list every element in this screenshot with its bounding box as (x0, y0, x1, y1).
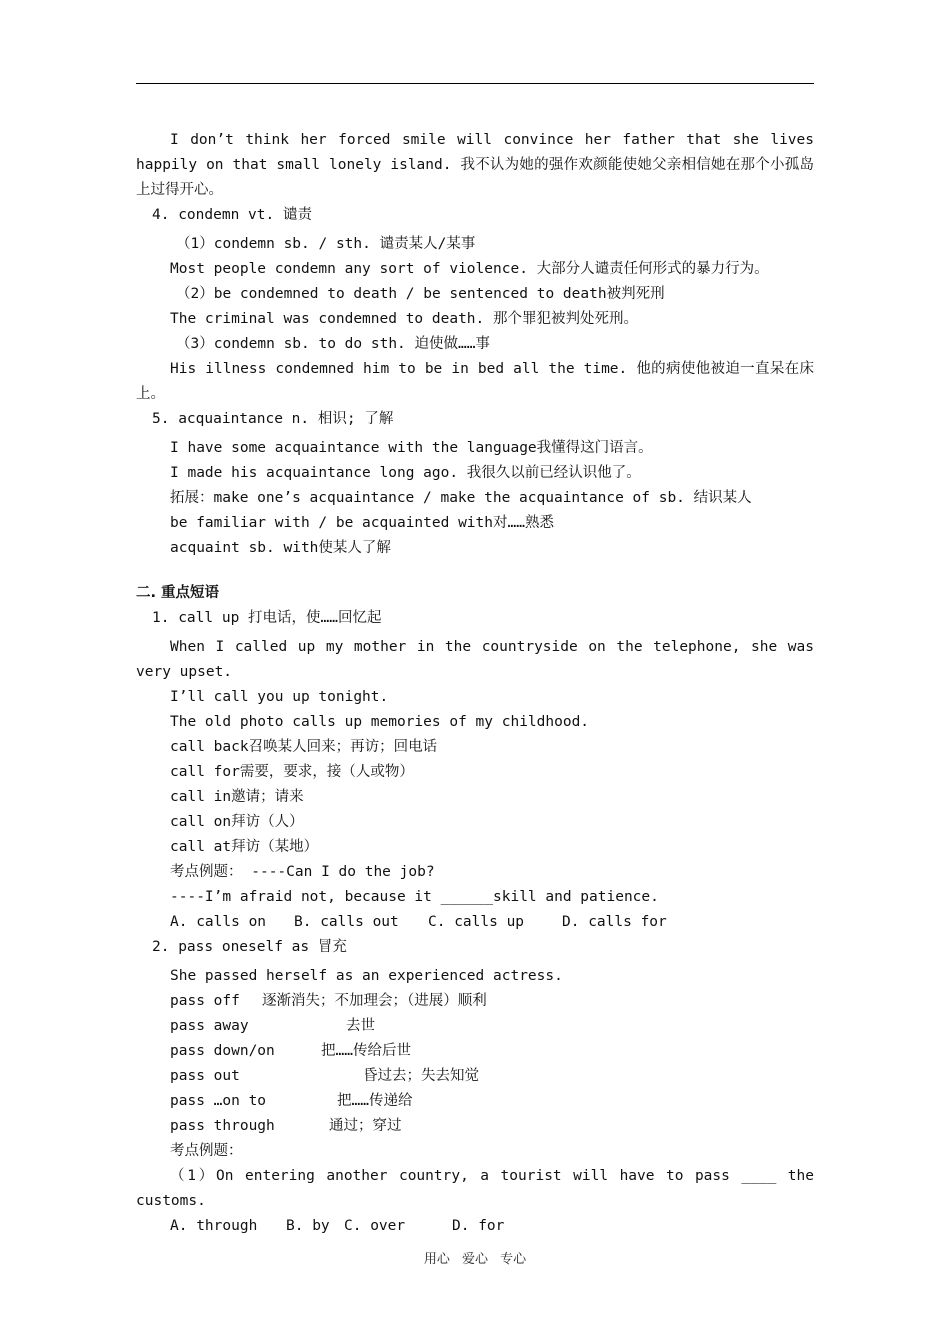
phrase-row (136, 1064, 814, 1089)
phrase-row (136, 989, 814, 1014)
item-5-extension-3: acquaint sb. with使某人了解 (170, 540, 391, 556)
section-2-item-2-example: She passed herself as an experienced actress. (170, 968, 563, 984)
item-4-sub-2: （2）be condemned to death / be sentenced to death被判死刑 (176, 286, 665, 302)
phrase-call-for: call for需要，要求，接（人或物） (170, 764, 414, 780)
option-b: B. calls out (294, 914, 399, 930)
exam-question-2: （1）On entering another country, a tourist will have to pass ____ the customs. (136, 1168, 814, 1209)
option-a: A. through (170, 1218, 258, 1234)
phrase-row (136, 1039, 814, 1064)
item-4-sub-3-example: His illness condemned him to be in bed all the time. 他的病使他被迫一直呆在床上。 (136, 361, 814, 402)
item-4-title: 4. condemn vt. 谴责 (152, 207, 312, 223)
phrase-call-on: call on拜访（人） (170, 814, 304, 830)
item-5-extension-2: be familiar with / be acquainted with对……熟悉 (170, 515, 554, 531)
exam-question-1-options (136, 910, 814, 935)
phrase-call-back: call back召唤某人回来；再访；回电话 (170, 739, 438, 755)
section-2-heading: 二. 重点短语 (136, 585, 220, 601)
page-footer: 用心 爱心 专心 (423, 1252, 527, 1267)
phrase-zh: 逐渐消失；不加理会；（进展）顺利 (262, 993, 487, 1009)
section-2-item-1-example-1: When I called up my mother in the countryside on the telephone, she was very upset. (136, 639, 814, 680)
item-5-example-2: I made his acquaintance long ago. 我很久以前已经认识他了。 (170, 465, 641, 481)
phrase-zh: 把……传递给 (337, 1093, 413, 1109)
phrase-call-at: call at拜访（某地） (170, 839, 319, 855)
page-content (136, 128, 814, 1239)
exam-question-1-line-2: ----I’m afraid not, because it ______skill and patience. (170, 889, 659, 905)
section-2-item-2-title: 2. pass oneself as 冒充 (152, 939, 347, 955)
phrase-row (136, 1089, 814, 1114)
phrase-zh: 去世 (346, 1018, 375, 1034)
phrase-en: pass out (170, 1068, 240, 1084)
section-2-item-1-example-2: I’ll call you up tonight. (170, 689, 389, 705)
phrase-en: pass away (170, 1018, 249, 1034)
item-5-title: 5. acquaintance n. 相识; 了解 (152, 411, 394, 427)
item-4-sub-1: （1）condemn sb. / sth. 谴责某人/某事 (176, 236, 476, 252)
option-d: D. calls for (562, 914, 667, 930)
exam-question-2-options (136, 1214, 814, 1239)
header-rule (136, 83, 814, 84)
option-d: D. for (452, 1218, 505, 1234)
phrase-zh: 通过；穿过 (329, 1118, 402, 1134)
option-c: C. calls up (428, 914, 525, 930)
phrase-row (136, 1114, 814, 1139)
option-a: A. calls on (170, 914, 267, 930)
phrase-en: pass …on to (170, 1093, 267, 1109)
option-c: C. over (344, 1218, 406, 1234)
exam-question-2-label: 考点例题： (170, 1143, 243, 1159)
exam-question-1: 考点例题： ----Can I do the job? (170, 864, 435, 880)
phrase-call-in: call in邀请；请来 (170, 789, 304, 805)
phrase-zh: 把……传给后世 (321, 1043, 411, 1059)
item-4-sub-3: （3）condemn sb. to do sth. 迫使做……事 (176, 336, 490, 352)
option-b: B. by (286, 1218, 330, 1234)
item-4-sub-1-example: Most people condemn any sort of violence. 大部分人谴责任何形式的暴力行为。 (170, 261, 769, 277)
phrase-en: pass through (170, 1118, 275, 1134)
paragraph-example: I don’t think her forced smile will convince her father that she lives happily on that small lonely island. 我不认为她的强作欢颜能使她父亲相信她在那个小孤岛上过得开心。 (136, 132, 814, 198)
phrase-en: pass down/on (170, 1043, 275, 1059)
section-2-item-1-example-3: The old photo calls up memories of my childhood. (170, 714, 590, 730)
phrase-row (136, 1014, 814, 1039)
item-4-sub-2-example: The criminal was condemned to death. 那个罪犯被判处死刑。 (170, 311, 638, 327)
item-5-example-1: I have some acquaintance with the language我懂得这门语言。 (170, 440, 653, 456)
item-5-extension-1: 拓展：make one’s acquaintance / make the acquaintance of sb. 结识某人 (170, 490, 752, 506)
phrase-en: pass off (170, 993, 240, 1009)
phrase-zh: 昏过去；失去知觉 (363, 1068, 479, 1084)
section-2-item-1-title: 1. call up 打电话，使……回忆起 (152, 610, 382, 626)
